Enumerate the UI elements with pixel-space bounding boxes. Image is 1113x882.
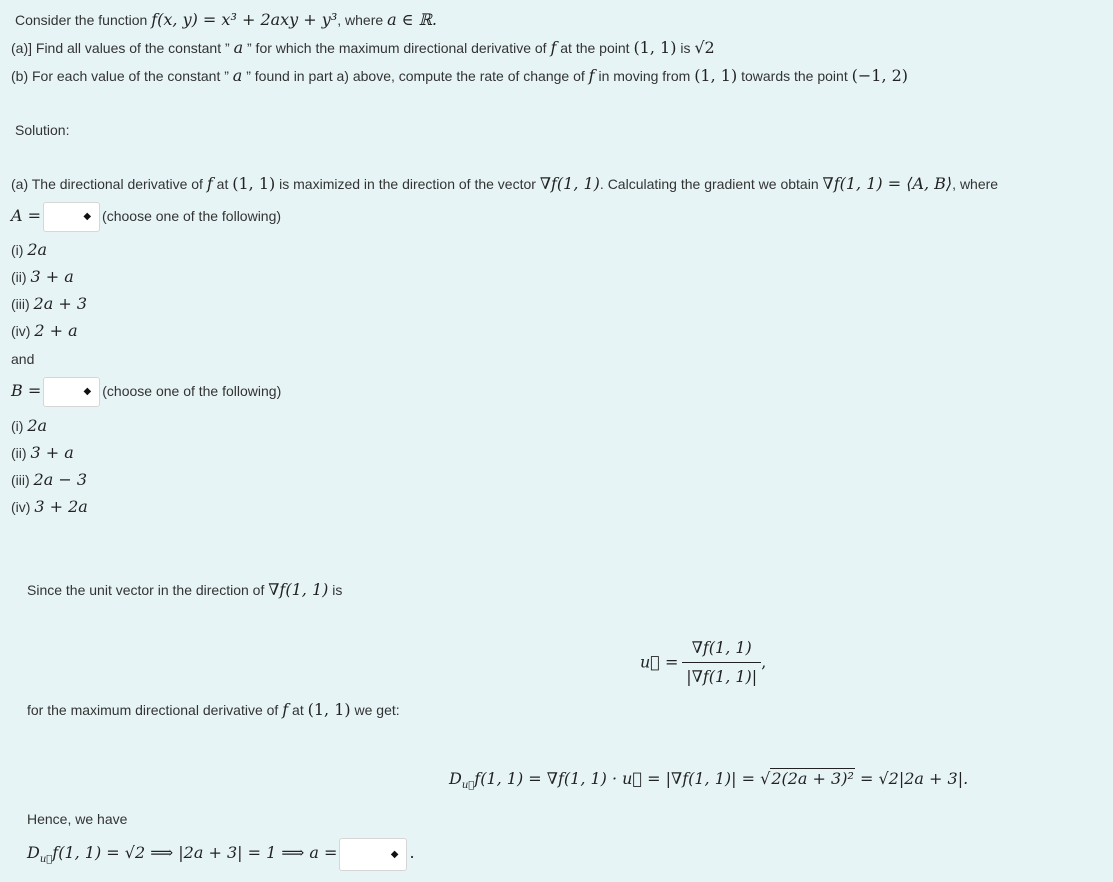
option-math: 3 + a <box>30 443 74 462</box>
text: . Calculating the gradient we obtain <box>599 176 823 192</box>
period: . <box>409 843 415 863</box>
text: at <box>288 702 308 718</box>
comma: , <box>761 652 767 672</box>
option-label: (i) <box>11 242 28 258</box>
max-deriv-equation <box>449 766 968 799</box>
math-gradient-eq: ∇f(1, 1) = ⟨A, B⟩ <box>822 174 953 193</box>
math-f: f <box>550 38 557 57</box>
text: towards the point <box>737 68 852 84</box>
option-label: (i) <box>11 418 28 434</box>
text: for the maximum directional derivative of <box>27 702 283 718</box>
text: ” found in part a) above, compute the rate of change of <box>242 68 589 84</box>
max-deriv-text <box>27 700 400 720</box>
math-D: D <box>27 843 40 863</box>
A-label: A = <box>11 206 42 225</box>
math-var: a <box>233 38 244 57</box>
solution-label: Solution: <box>15 122 70 138</box>
option-label: (iii) <box>11 296 34 312</box>
text: we get: <box>350 702 400 718</box>
option-label: (ii) <box>11 269 31 285</box>
math-function: f(x, y) = x³ + 2axy + y³ <box>151 10 338 29</box>
math-value: √2 <box>694 38 715 57</box>
text: , where <box>952 176 999 192</box>
A-option-1 <box>11 240 47 260</box>
sqrt-symbol: √ <box>760 769 771 788</box>
math-point: (1, 1) <box>694 66 738 85</box>
text: (a)] Find all values of the constant ” <box>11 40 234 56</box>
option-label: (iv) <box>11 323 35 339</box>
math-point: (1, 1) <box>232 174 276 193</box>
math-point: (1, 1) <box>633 38 677 57</box>
text: Consider the function <box>15 12 152 28</box>
option-math: 2a + 3 <box>33 294 88 313</box>
math-sub: u⃗ <box>461 779 475 791</box>
option-label: (iv) <box>11 499 35 515</box>
B-option-4 <box>11 497 88 517</box>
math-domain: a ∈ ℝ. <box>387 10 437 29</box>
text: (b) For each value of the constant ” <box>11 68 233 84</box>
math-sub: u⃗ <box>39 854 53 865</box>
option-math: 2a − 3 <box>33 470 88 489</box>
text: (a) The directional derivative of <box>11 176 207 192</box>
part-a-intro <box>11 174 998 194</box>
fraction <box>682 636 761 689</box>
math-var: a <box>232 66 243 85</box>
B-select[interactable] <box>43 377 100 407</box>
unit-vector-formula <box>640 636 766 689</box>
updown-arrow-icon: ◆ <box>83 211 92 223</box>
A-select-row <box>11 201 281 232</box>
numerator: ∇f(1, 1) <box>682 636 761 663</box>
math-gradient: ∇f(1, 1) <box>268 580 329 599</box>
math-gradient: ∇f(1, 1) <box>539 174 600 193</box>
A-select[interactable] <box>43 202 100 232</box>
math-eq-end: = √2|2a + 3|. <box>854 769 969 788</box>
updown-arrow-icon: ◆ <box>390 848 399 860</box>
math-D: D <box>449 769 462 788</box>
sqrt-body: 2(2a + 3)² <box>771 769 854 788</box>
option-math: 2a <box>27 240 48 259</box>
and-text: and <box>11 351 35 367</box>
denominator: |∇f(1, 1)| <box>686 667 758 686</box>
math-point: (1, 1) <box>307 700 351 719</box>
updown-arrow-icon: ◆ <box>83 386 92 398</box>
A-option-3 <box>11 294 87 314</box>
option-math: 3 + 2a <box>34 497 88 516</box>
text: is maximized in the direction of the vector <box>275 176 540 192</box>
option-math: 2 + a <box>34 321 78 340</box>
a-select[interactable] <box>339 838 407 871</box>
unit-vector-text <box>27 580 342 600</box>
text: Since the unit vector in the direction of <box>27 582 269 598</box>
A-option-4 <box>11 321 78 341</box>
text: in moving from <box>594 68 695 84</box>
B-label: B = <box>11 381 42 400</box>
problem-line-1 <box>15 10 437 30</box>
text: is <box>328 582 343 598</box>
B-select-row <box>11 376 281 407</box>
math-lhs: u⃗ = <box>640 652 679 672</box>
math-f: f <box>206 174 213 193</box>
hence-equation <box>27 838 415 875</box>
B-option-3 <box>11 470 87 490</box>
B-option-1 <box>11 416 47 436</box>
text: ” for which the maximum directional derivative of <box>243 40 551 56</box>
option-math: 3 + a <box>30 267 74 286</box>
B-option-2 <box>11 443 74 463</box>
math-point: (−1, 2) <box>851 66 909 85</box>
text: at the point <box>556 40 634 56</box>
problem-part-a <box>11 38 715 58</box>
text: is <box>676 40 695 56</box>
math-eq: f(1, 1) = √2 ⟹ |2a + 3| = 1 ⟹ a = <box>52 843 338 863</box>
text: , where <box>337 12 388 28</box>
math-f: f <box>588 66 595 85</box>
problem-part-b <box>11 66 908 86</box>
choose-hint: (choose one of the following) <box>102 383 282 399</box>
hence-text: Hence, we have <box>27 811 128 827</box>
math-eq: f(1, 1) = ∇f(1, 1) · u⃗ = |∇f(1, 1)| = <box>474 769 761 788</box>
option-math: 2a <box>27 416 48 435</box>
A-option-2 <box>11 267 74 287</box>
option-label: (ii) <box>11 445 31 461</box>
text: at <box>212 176 233 192</box>
choose-hint: (choose one of the following) <box>102 208 282 224</box>
math-f: f <box>282 700 289 719</box>
option-label: (iii) <box>11 472 34 488</box>
